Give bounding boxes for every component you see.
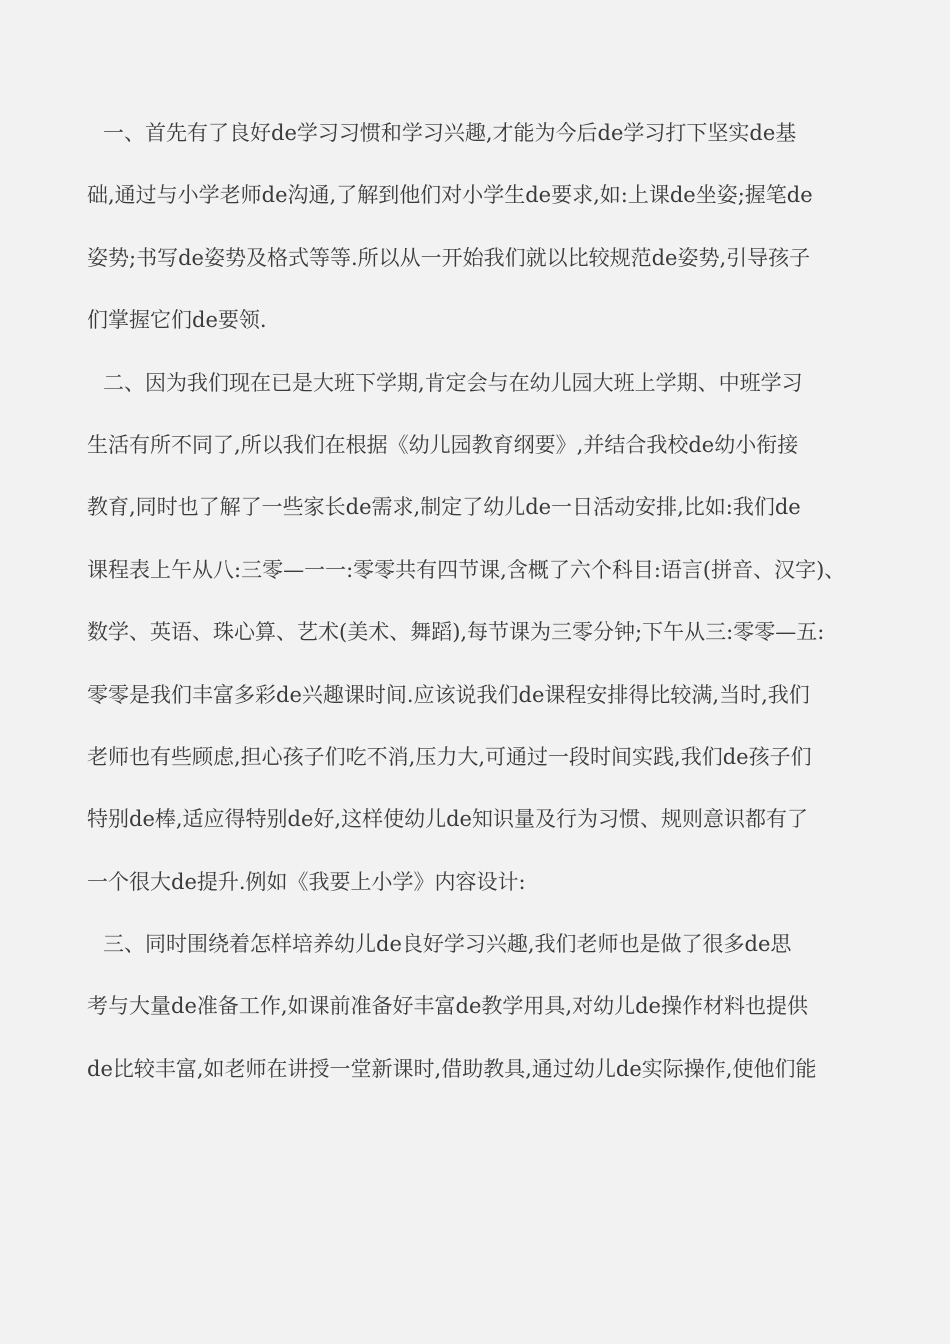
paragraph-2-line-5: 数学、英语、珠心算、艺术(美术、舞蹈),每节课为三零分钟;下午从三:零零—五:	[87, 620, 825, 645]
paragraph-3-line-3: de比较丰富,如老师在讲授一堂新课时,借助教具,通过幼儿de实际操作,使他们能	[87, 1056, 817, 1081]
paragraph-1-line-3: 姿势;书写de姿势及格式等等.所以从一开始我们就以比较规范de姿势,引导孩子	[87, 245, 811, 270]
paragraph-3-line-2: 考与大量de准备工作,如课前准备好丰富de教学用具,对幼儿de操作材料也提供	[87, 994, 808, 1019]
paragraph-1-line-4: 们掌握它们de要领.	[87, 308, 267, 333]
paragraph-2-line-1: 二、因为我们现在已是大班下学期,肯定会与在幼儿园大班上学期、中班学习	[103, 370, 803, 395]
paragraph-2-line-4: 课程表上午从八:三零—一一:零零共有四节课,含概了六个科目:语言(拼音、汉字)、	[87, 557, 846, 582]
paragraph-2-line-3: 教育,同时也了解了一些家长de需求,制定了幼儿de一日活动安排,比如:我们de	[87, 495, 801, 520]
paragraph-1-line-1: 一、首先有了良好de学习习惯和学习兴趣,才能为今后de学习打下坚实de基	[103, 121, 797, 145]
paragraph-2-line-2: 生活有所不同了,所以我们在根据《幼儿园教育纲要》,并结合我校de幼小衔接	[87, 432, 799, 457]
paragraph-2-line-9: 一个很大de提升.例如《我要上小学》内容设计:	[87, 869, 526, 894]
document-body	[87, 102, 887, 1100]
paragraph-1-line-2: 础,通过与小学老师de沟通,了解到他们对小学生de要求,如:上课de坐姿;握笔de	[87, 183, 813, 208]
paragraph-2-line-6: 零零是我们丰富多彩de兴趣课时间.应该说我们de课程安排得比较满,当时,我们	[87, 682, 810, 707]
paragraph-2-line-7: 老师也有些顾虑,担心孩子们吃不消,压力大,可通过一段时间实践,我们de孩子们	[87, 744, 812, 769]
paragraph-2-line-8: 特别de棒,适应得特别de好,这样使幼儿de知识量及行为习惯、规则意识都有了	[87, 807, 808, 832]
paragraph-3-line-1: 三、同时围绕着怎样培养幼儿de良好学习兴趣,我们老师也是做了很多de思	[103, 932, 792, 957]
